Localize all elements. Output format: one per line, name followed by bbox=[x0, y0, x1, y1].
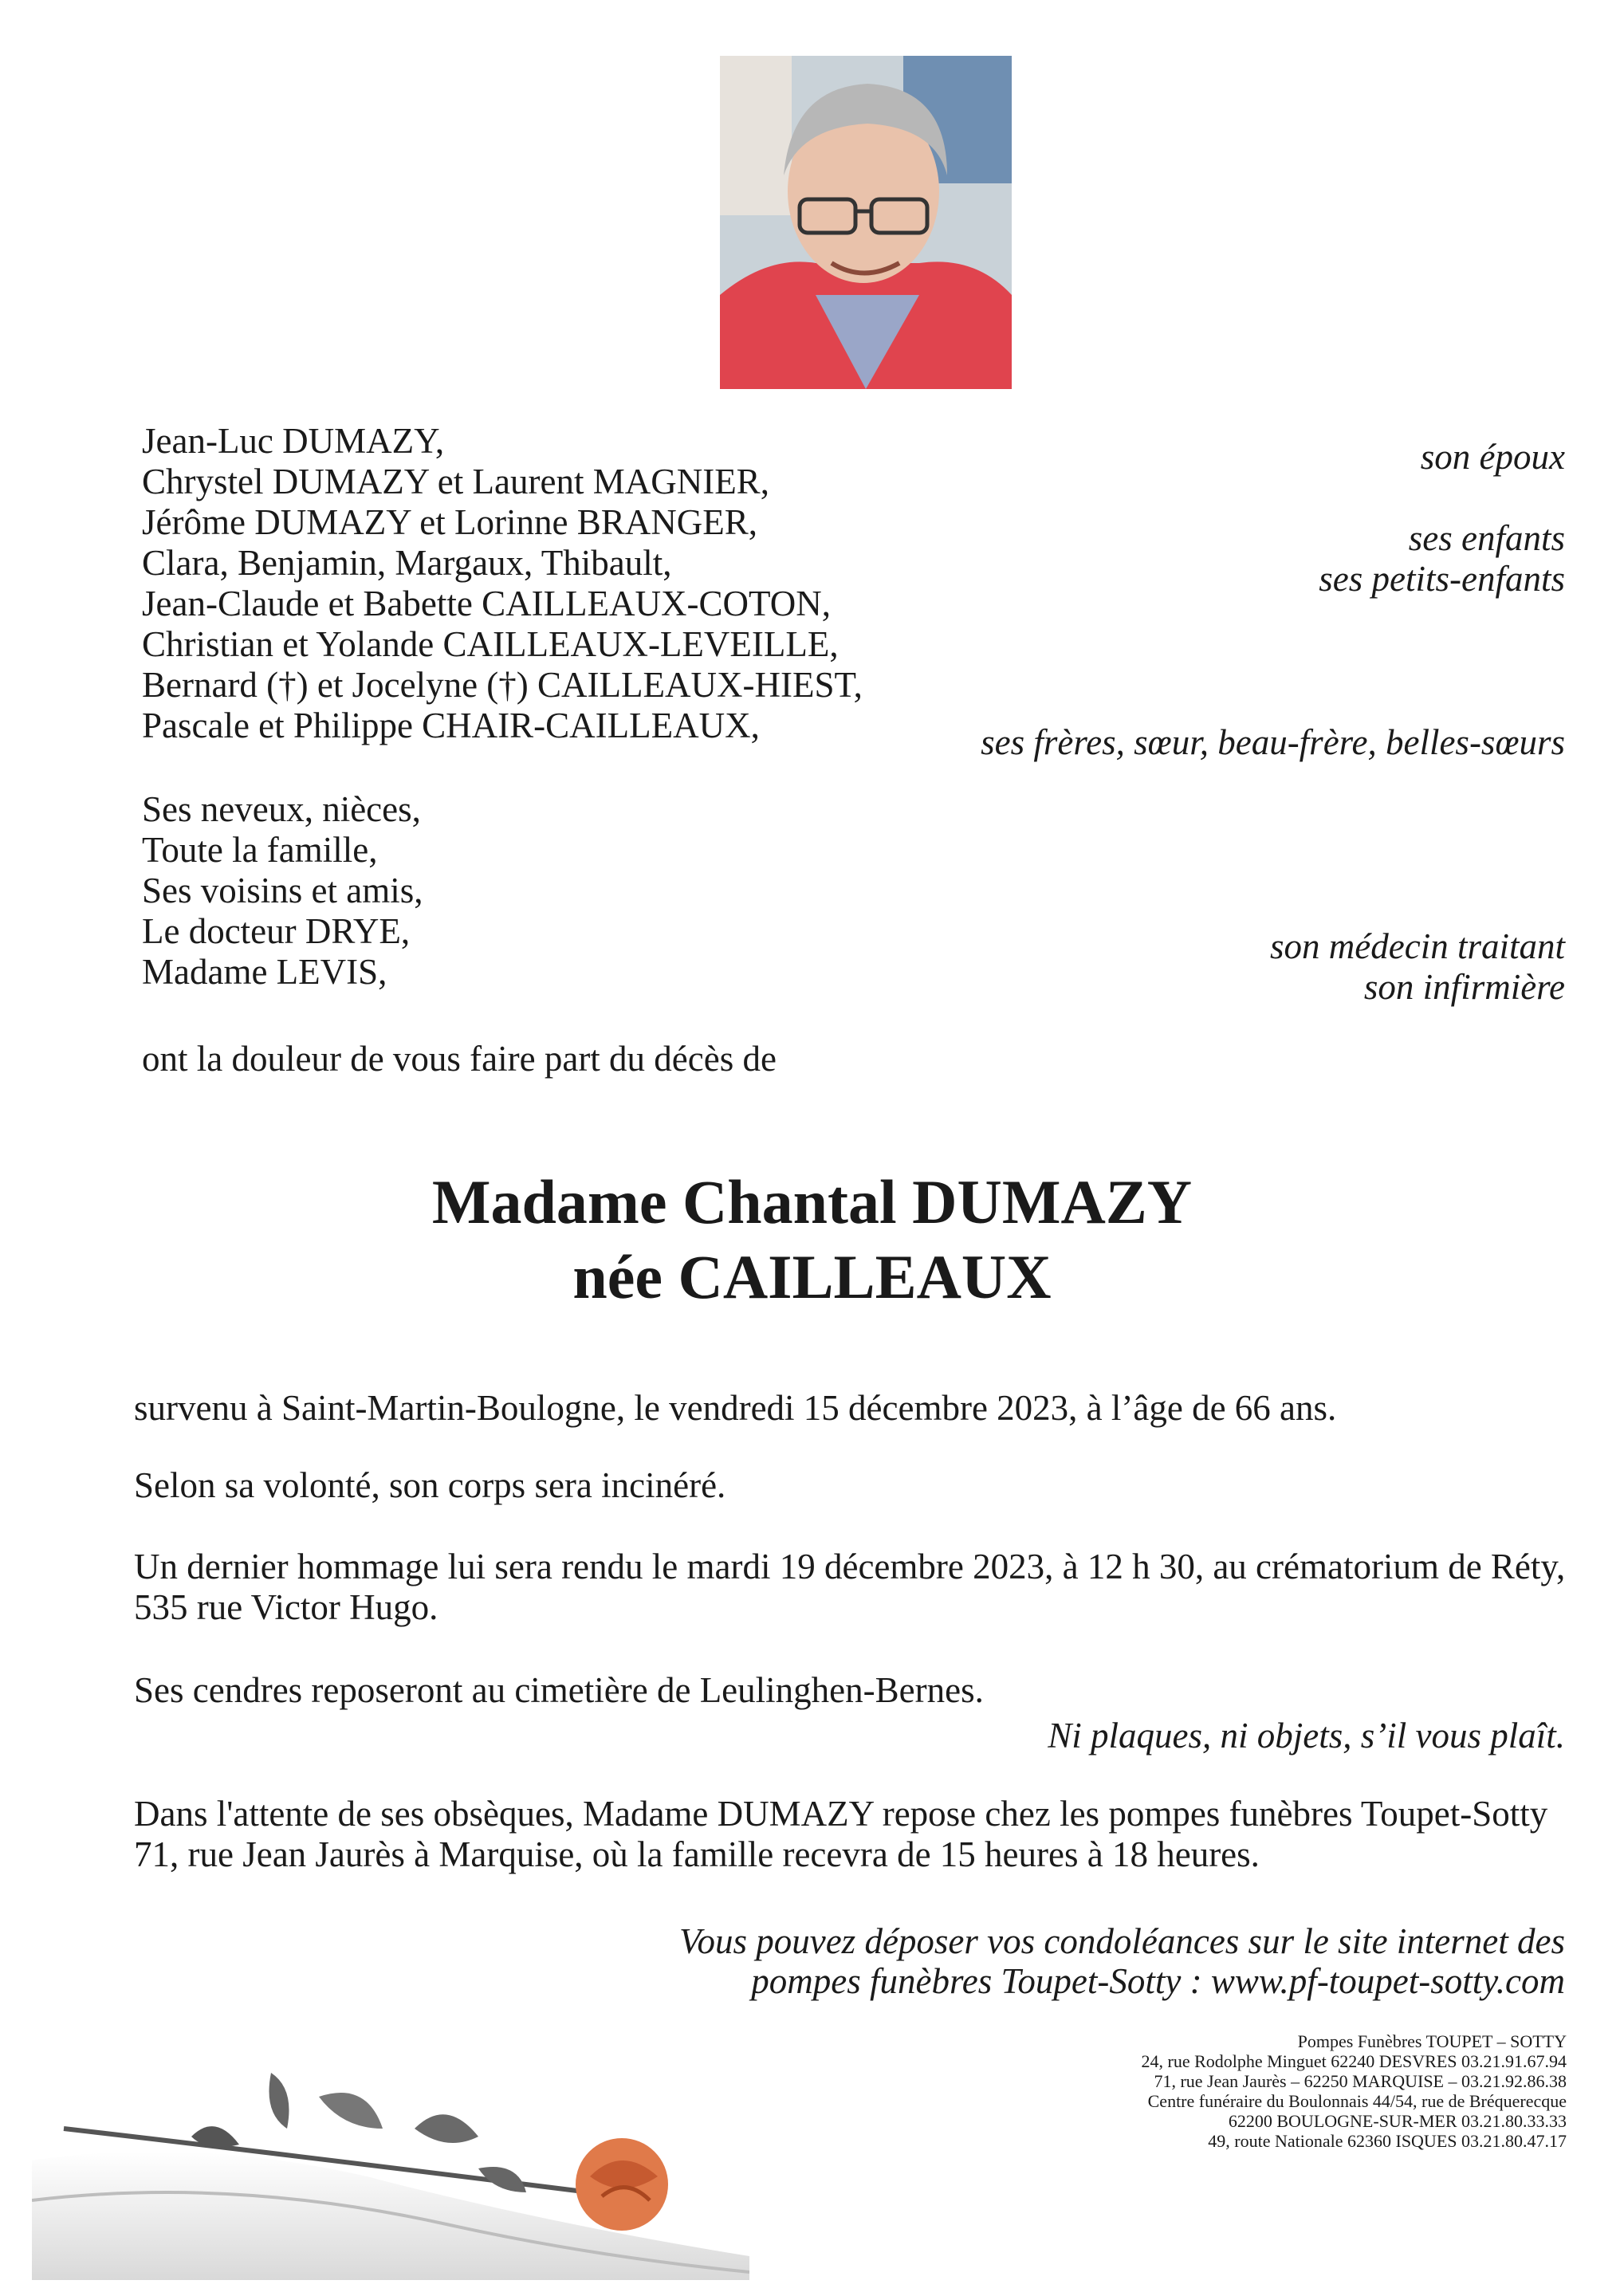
others-line-5: Madame LEVIS, bbox=[142, 952, 387, 992]
family-line-8: Pascale et Philippe CHAIR-CAILLEAUX, bbox=[142, 706, 760, 745]
footer-line-1: Pompes Funèbres TOUPET – SOTTY bbox=[1297, 2031, 1567, 2051]
relation-medecin: son médecin traitant bbox=[1270, 926, 1565, 966]
footer-line-6: 49, route Nationale 62360 ISQUES 03.21.80.47.17 bbox=[1208, 2131, 1567, 2151]
deceased-maiden-name: née CAILLEAUX bbox=[572, 1242, 1052, 1311]
intro-text: ont la douleur de vous faire part du décès de bbox=[142, 1039, 777, 1079]
others-line-1: Ses neveux, nièces, bbox=[142, 789, 421, 829]
volonte-text: Selon sa volonté, son corps sera incinéré. bbox=[134, 1465, 726, 1505]
portrait-photo bbox=[720, 56, 1012, 389]
family-line-1: Jean-Luc DUMAZY, bbox=[142, 421, 445, 461]
rose-illustration bbox=[32, 2041, 749, 2280]
plaques-note: Ni plaques, ni objets, s’il vous plaît. bbox=[1048, 1716, 1565, 1755]
relation-infirmiere: son infirmière bbox=[1363, 967, 1565, 1007]
rose-icon bbox=[32, 2041, 749, 2280]
paragraph-hommage bbox=[134, 1547, 1569, 1628]
footer-line-5: 62200 BOULOGNE-SUR-MER 03.21.80.33.33 bbox=[1228, 2111, 1567, 2131]
others-list bbox=[142, 789, 939, 993]
family-line-4: Clara, Benjamin, Margaux, Thibault, bbox=[142, 543, 672, 583]
family-line-2: Chrystel DUMAZY et Laurent MAGNIER, bbox=[142, 462, 769, 501]
footer-line-3: 71, rue Jean Jaurès – 62250 MARQUISE – 03.21.92.86.38 bbox=[1154, 2071, 1567, 2091]
footer-line-4: Centre funéraire du Boulonnais 44/54, rue de Bréquerecque bbox=[1147, 2091, 1567, 2111]
paragraph-volonte bbox=[134, 1465, 1569, 1506]
footer-line-2: 24, rue Rodolphe Minguet 62240 DESVRES 03.21.91.67.94 bbox=[1141, 2051, 1567, 2071]
family-line-7: Bernard (†) et Jocelyne (†) CAILLEAUX-HIEST, bbox=[142, 665, 863, 705]
attente-line-1: Dans l'attente de ses obsèques, Madame DUMAZY repose chez les pompes funèbres Toupet-Sotty bbox=[134, 1794, 1548, 1834]
attente-line-2: 71, rue Jean Jaurès à Marquise, où la famille recevra de 15 heures à 18 heures. bbox=[134, 1834, 1260, 1874]
family-line-3: Jérôme DUMAZY et Lorinne BRANGER, bbox=[142, 502, 757, 542]
portrait-icon bbox=[720, 56, 1012, 389]
condolences-line-2: pompes funèbres Toupet-Sotty : www.pf-toupet-sotty.com bbox=[751, 1961, 1565, 2001]
condolences-line-1: Vous pouvez déposer vos condoléances sur le site internet des bbox=[678, 1921, 1565, 1961]
cendres-text: Ses cendres reposeront au cimetière de Leulinghen-Bernes. bbox=[134, 1670, 984, 1710]
family-line-6: Christian et Yolande CAILLEAUX-LEVEILLE, bbox=[142, 624, 839, 664]
others-line-2: Toute la famille, bbox=[142, 830, 378, 870]
deceased-name: Madame Chantal DUMAZY bbox=[431, 1167, 1193, 1236]
relation-freres: ses frères, sœur, beau-frère, belles-sœurs bbox=[981, 722, 1565, 762]
hommage-line-2: 535 rue Victor Hugo. bbox=[134, 1587, 438, 1627]
deces-text: survenu à Saint-Martin-Boulogne, le vendredi 15 décembre 2023, à l’âge de 66 ans. bbox=[134, 1388, 1337, 1428]
others-line-3: Ses voisins et amis, bbox=[142, 871, 423, 910]
paragraph-cendres bbox=[134, 1670, 1569, 1711]
relation-epoux: son époux bbox=[1420, 437, 1565, 477]
hommage-line-1: Un dernier hommage lui sera rendu le mardi 19 décembre 2023, à 12 h 30, au crématorium de Réty, bbox=[134, 1547, 1566, 1586]
family-line-5: Jean-Claude et Babette CAILLEAUX-COTON, bbox=[142, 584, 831, 623]
paragraph-deces bbox=[134, 1388, 1569, 1429]
paragraph-attente bbox=[134, 1794, 1569, 1875]
condolences-note bbox=[0, 1921, 1565, 2001]
relation-petits-enfants: ses petits-enfants bbox=[1319, 559, 1565, 599]
funeral-home-footer bbox=[877, 2031, 1567, 2151]
others-line-4: Le docteur DRYE, bbox=[142, 911, 411, 951]
relation-enfants: ses enfants bbox=[1408, 518, 1565, 558]
